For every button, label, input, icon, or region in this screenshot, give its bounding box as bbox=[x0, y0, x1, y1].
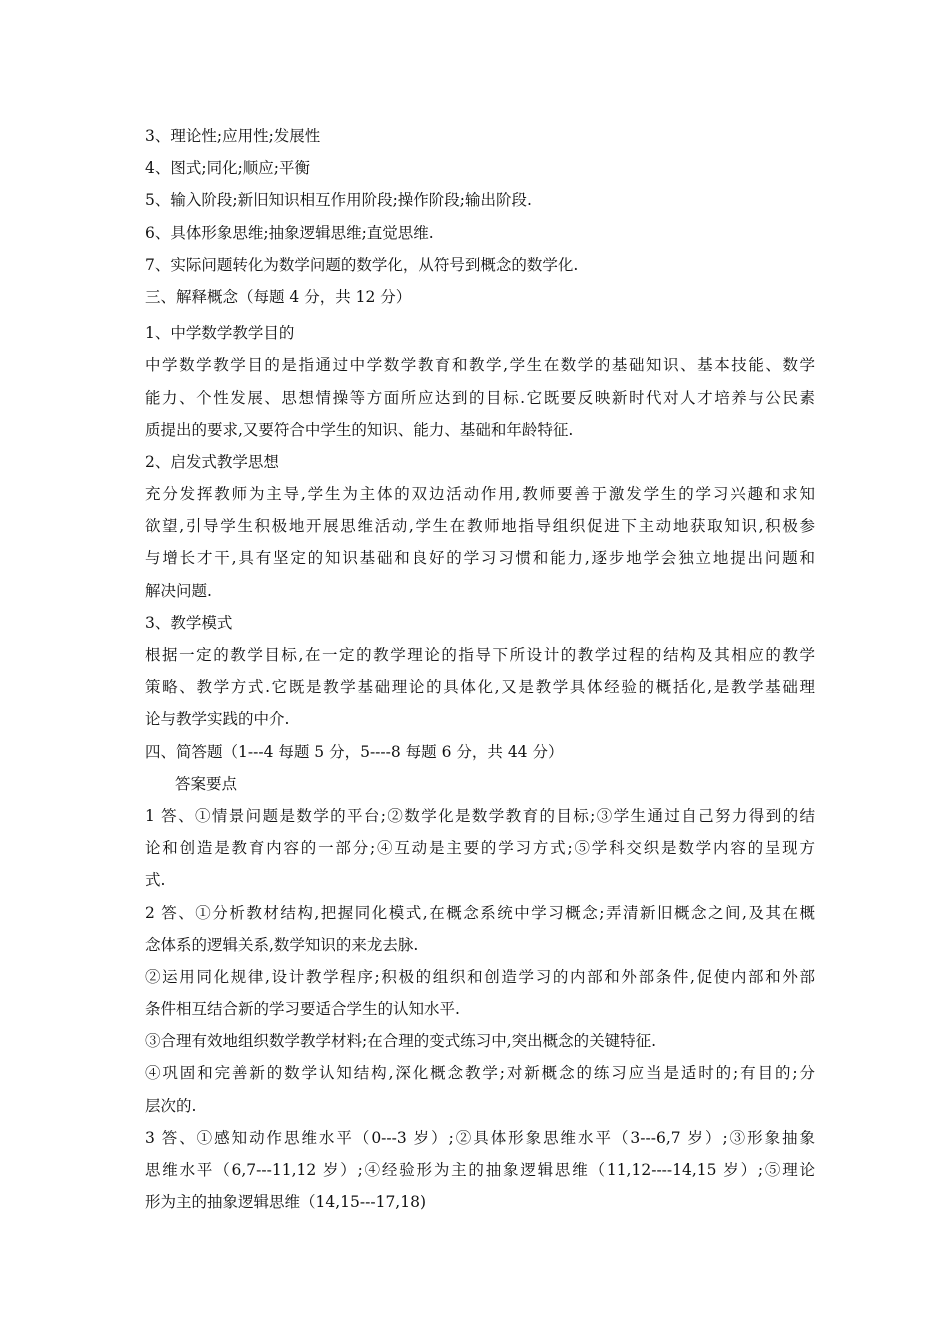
section-heading-3: 三、解释概念（每题 4 分，共 12 分） bbox=[145, 287, 412, 306]
answer-1-line: 论和创造是教育内容的一部分;④互动是主要的学习方式;⑤学科交织是数学内容的呈现方 bbox=[145, 839, 815, 858]
answer-2-line: 念体系的逻辑关系,数学知识的来龙去脉. bbox=[145, 935, 419, 954]
answer-line-3: 3、理论性;应用性;发展性 bbox=[145, 127, 321, 145]
answer-line-6: 6、具体形象思维;抽象逻辑思维;直觉思维. bbox=[145, 223, 434, 242]
answer-2-line: 条件相互结合新的学习要适合学生的认知水平. bbox=[145, 1000, 460, 1019]
answer-2-line: ②运用同化规律,设计教学程序;积极的组织和创造学习的内部和外部条件,促使内部和外部 bbox=[145, 967, 815, 986]
concept-title-2: 2、启发式教学思想 bbox=[145, 452, 279, 471]
answer-2-line: ③合理有效地组织数学教学材料;在合理的变式练习中,突出概念的关键特征. bbox=[145, 1032, 657, 1051]
paragraph-line: 充分发挥教师为主导,学生为主体的双边活动作用,教师要善于激发学生的学习兴趣和求知 bbox=[145, 485, 815, 504]
concept-title-1: 1、中学数学教学目的 bbox=[145, 324, 295, 343]
paragraph-line: 与增长才干,具有坚定的知识基础和良好的学习习惯和能力,逐步地学会独立地提出问题和 bbox=[145, 549, 815, 568]
document-page bbox=[145, 120, 815, 1218]
section-heading-4: 四、简答题（1---4 每题 5 分，5----8 每题 6 分，共 44 分） bbox=[145, 742, 564, 761]
paragraph-line: 解决问题. bbox=[145, 581, 212, 600]
paragraph-line: 中学数学教学目的是指通过中学数学教育和教学,学生在数学的基础知识、基本技能、数学 bbox=[145, 356, 815, 375]
paragraph-line: 质提出的要求,又要符合中学生的知识、能力、基础和年龄特征. bbox=[145, 420, 574, 439]
paragraph-line: 根据一定的教学目标,在一定的教学理论的指导下所设计的教学过程的结构及其相应的教学 bbox=[145, 646, 815, 664]
answer-2-line: 2 答、①分析教材结构,把握同化模式,在概念系统中学习概念;弄清新旧概念之间,及其在概 bbox=[145, 903, 815, 922]
answer-1-line: 1 答、①情景问题是数学的平台;②数学化是数学教育的目标;③学生通过自己努力得到的结 bbox=[145, 806, 815, 825]
answer-line-5: 5、输入阶段;新旧知识相互作用阶段;操作阶段;输出阶段. bbox=[145, 191, 532, 210]
answer-key-label: 答案要点 bbox=[175, 774, 238, 793]
answer-3-line: 形为主的抽象逻辑思维（14,15---17,18) bbox=[145, 1193, 427, 1212]
paragraph-line: 论与教学实践的中介. bbox=[145, 710, 290, 729]
answer-2-line: ④巩固和完善新的数学认知结构,深化概念教学;对新概念的练习应当是适时的;有目的;分 bbox=[145, 1064, 815, 1083]
paragraph-line: 欲望,引导学生积极地开展思维活动,学生在教师地指导组织促进下主动地获取知识,积极参 bbox=[145, 517, 815, 536]
answer-3-line: 3 答、①感知动作思维水平（0---3 岁）;②具体形象思维水平（3---6,7 岁）;③形象抽象 bbox=[145, 1128, 815, 1147]
answer-2-line: 层次的. bbox=[145, 1096, 197, 1115]
answer-line-4: 4、图式;同化;顺应;平衡 bbox=[145, 159, 311, 178]
answer-1-line: 式. bbox=[145, 871, 166, 890]
answer-3-line: 思维水平（6,7---11,12 岁）;④经验形为主的抽象逻辑思维（11,12----14,15 岁）;⑤理论 bbox=[145, 1161, 815, 1179]
answer-line-7: 7、实际问题转化为数学问题的数学化，从符号到概念的数学化. bbox=[145, 255, 579, 274]
paragraph-line: 能力、个性发展、思想情操等方面所应达到的目标.它既要反映新时代对人才培养与公民素 bbox=[145, 388, 815, 407]
concept-title-3: 3、教学模式 bbox=[145, 613, 233, 632]
paragraph-line: 策略、教学方式.它既是教学基础理论的具体化,又是教学具体经验的概括化,是教学基础理 bbox=[145, 678, 815, 697]
